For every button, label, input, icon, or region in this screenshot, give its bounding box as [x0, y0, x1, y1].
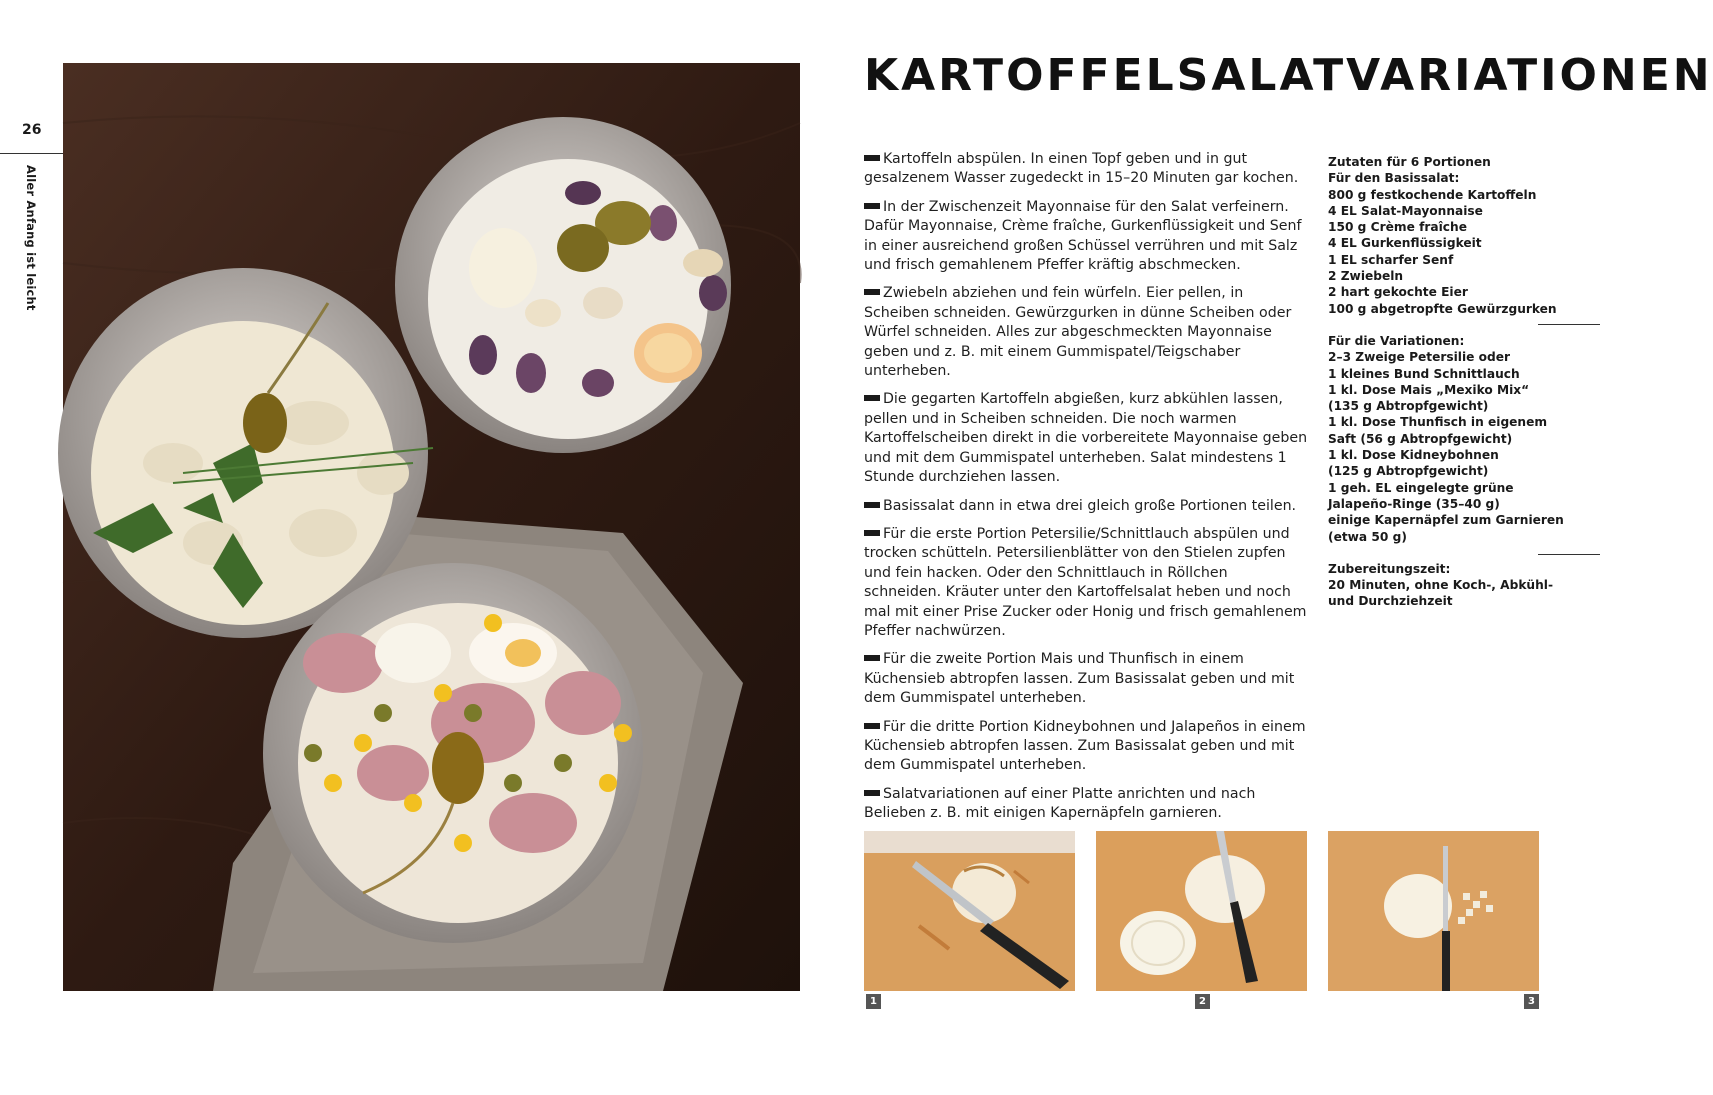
method-steps [864, 150, 1309, 833]
method-step: Zwiebeln abziehen und fein würfeln. Eier pellen, in Scheiben schneiden. Gewürzgurken in dünne Scheiben oder Würfel schneiden. Alles zur abgeschmeckten Mayonnaise geben und z. B. mit einem Gummispatel/Teigschaber unterheben. [864, 285, 1292, 380]
hero-photo-salad-bowls [63, 63, 800, 991]
bullet-icon [864, 395, 880, 401]
ingredient-line: (etwa 50 g) [1328, 529, 1407, 544]
method-step: Kartoffeln abspülen. In einen Topf geben und in gut gesalzenem Wasser zugedeckt in 15–20 Minuten gar kochen. [864, 151, 1299, 187]
ingredient-line: 2 Zwiebeln [1328, 269, 1404, 284]
method-step: Basissalat dann in etwa drei gleich große Portionen teilen. [864, 497, 1309, 516]
bullet-icon [864, 723, 880, 729]
prep-time [1328, 561, 1553, 610]
step-number-badge: 1 [866, 994, 881, 1009]
margin-rule [1538, 324, 1600, 325]
ingredient-line: Saft (56 g Abtropfgewicht) [1328, 431, 1513, 446]
ingredient-line: 2 hart gekochte Eier [1328, 285, 1468, 300]
ingredients-panel [1328, 154, 1564, 626]
ingredient-line: 4 EL Salat-Mayonnaise [1328, 203, 1483, 218]
prep-time-line: und Durchziehzeit [1328, 594, 1453, 609]
method-step: Für die dritte Portion Kidneybohnen und Jalapeños in einem Küchensieb abtropfen lassen. Zum Basissalat geben und mit dem Gummispatel unterheben. [864, 718, 1306, 774]
bullet-icon [864, 655, 880, 661]
ingredient-line: 4 EL Gurkenflüssigkeit [1328, 236, 1482, 251]
bullet-icon [864, 155, 880, 161]
running-head: Aller Anfang ist leicht [24, 165, 38, 311]
ingredient-line: Jalapeño-Ringe (35–40 g) [1328, 496, 1500, 511]
ingredient-line: einige Kapernäpfel zum Garnieren [1328, 513, 1564, 528]
recipe-title: KARTOFFELSALATVARIATIONEN [864, 50, 1713, 101]
ingredient-line: Für die Variationen: [1328, 333, 1465, 348]
margin-rule [1538, 554, 1600, 555]
ingredient-line: Für den Basissalat: [1328, 171, 1460, 186]
prep-time-line: Zubereitungszeit: [1328, 561, 1451, 576]
step-photo-halved-onion [1096, 831, 1307, 991]
ingredient-line: 2–3 Zweige Petersilie oder [1328, 350, 1511, 365]
ingredient-line: 1 kl. Dose Thunfisch in eigenem [1328, 415, 1548, 430]
ingredient-line: 100 g abgetropfte Gewürzgurken [1328, 301, 1557, 316]
bullet-icon [864, 790, 880, 796]
ingredient-line: 1 kleines Bund Schnittlauch [1328, 366, 1520, 381]
method-step: In der Zwischenzeit Mayonnaise für den Salat verfeinern. Dafür Mayonnaise, Crème fraîche, Gurkenflüssigkeit und Senf in einer ausreichend großen Schüssel verrühren und mit Salz und frisch gemahlenem Pfeffer kräftig abschmecken. [864, 198, 1302, 274]
ingredient-line: 150 g Crème fraîche [1328, 220, 1467, 235]
ingredients-basis [1328, 154, 1557, 317]
method-step: Für die zweite Portion Mais und Thunfisch in einem Küchensieb abtropfen lassen. Zum Basissalat geben und mit dem Gummispatel unterheben. [864, 651, 1295, 707]
ingredient-line: Zutaten für 6 Portionen [1328, 155, 1491, 169]
margin-rule [0, 153, 63, 154]
prep-time-line: 20 Minuten, ohne Koch-, Abkühl- [1328, 578, 1554, 593]
method-step: Salatvariationen auf einer Platte anrichten und nach Belieben z. B. mit einigen Kapernäpfeln garnieren. [864, 785, 1256, 822]
ingredient-line: (125 g Abtropfgewicht) [1328, 464, 1489, 479]
step-photo-diced-onion [1328, 831, 1539, 991]
bullet-icon [864, 530, 880, 536]
method-step: Für die erste Portion Petersilie/Schnittlauch abspülen und trocken schütteln. Petersilienblätter von den Stielen zupfen und fein hacken. Oder den Schnittlauch in Röllchen schneiden. Kräuter unter den Kartoffelsalat heben und noch mal mit einer Prise Zucker oder Honig und frisch gemahlenem Pfeffer nachwürzen. [864, 525, 1307, 639]
step-number-badge: 3 [1524, 994, 1539, 1009]
ingredient-line: 1 EL scharfer Senf [1328, 252, 1454, 267]
method-step: Die gegarten Kartoffeln abgießen, kurz abkühlen lassen, pellen und in Scheiben schneiden. Die noch warmen Kartoffelscheiben direkt in die vorbereitete Mayonnaise geben und mit dem Gummispatel unterheben. Salat mindestens 1 Stunde durchziehen lassen. [864, 391, 1308, 486]
ingredient-line: 1 kl. Dose Kidneybohnen [1328, 448, 1499, 463]
bullet-icon [864, 502, 880, 508]
ingredient-line: (135 g Abtropfgewicht) [1328, 399, 1489, 414]
bullet-icon [864, 289, 880, 295]
step-number-badge: 2 [1195, 994, 1210, 1009]
step-photo-cutting-onion [864, 831, 1075, 991]
page-number: 26 [22, 122, 42, 138]
ingredient-line: 800 g festkochende Kartoffeln [1328, 187, 1537, 202]
bullet-icon [864, 203, 880, 209]
ingredients-variations [1328, 333, 1564, 545]
ingredient-line: 1 kl. Dose Mais „Mexiko Mix“ [1328, 382, 1530, 397]
ingredient-line: 1 geh. EL eingelegte grüne [1328, 480, 1514, 495]
